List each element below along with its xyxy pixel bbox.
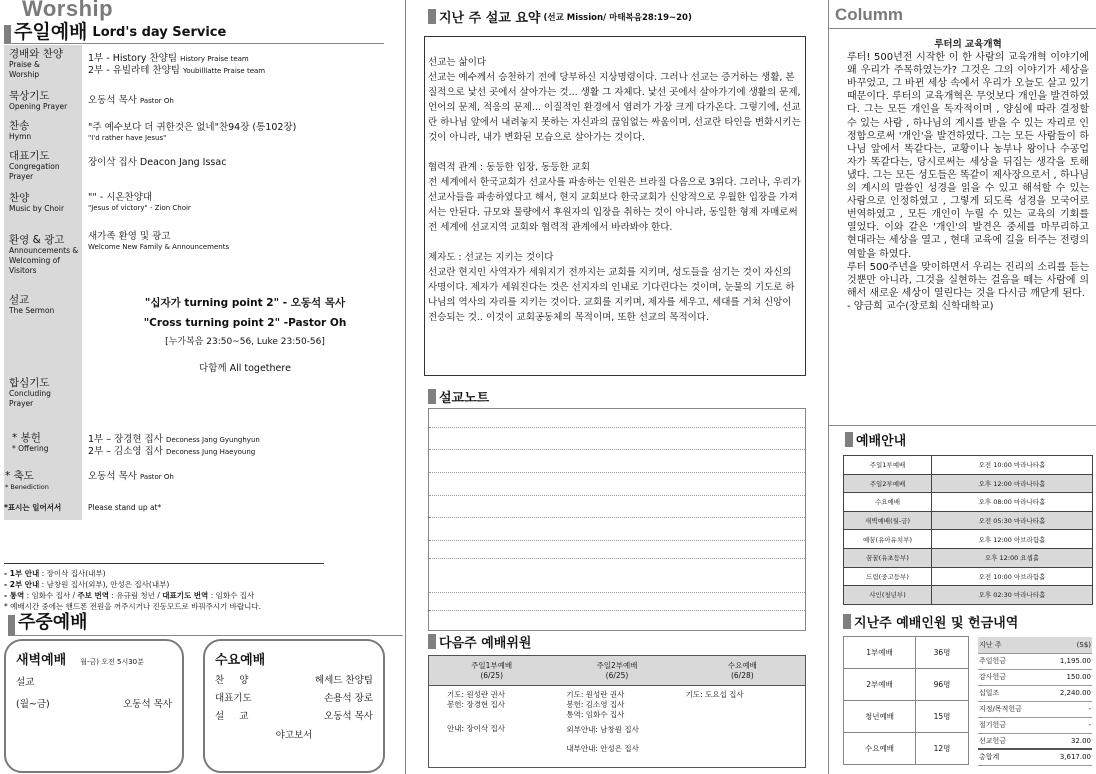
table-column: 기도: 도요섭 집사 bbox=[685, 690, 744, 699]
table-row: 절기헌금 - bbox=[978, 717, 1092, 733]
order-value-en: Welcome New Family & Announcements bbox=[88, 243, 230, 251]
order-label: 묵상기도 bbox=[9, 90, 50, 102]
title-bar-marker bbox=[428, 389, 436, 404]
title-bar-marker bbox=[428, 9, 436, 24]
info-column bbox=[828, 0, 1096, 774]
order-label-en: Announcements & Welcoming of Visitors bbox=[9, 246, 79, 275]
table-row: 선교헌금 32.00 bbox=[978, 733, 1092, 749]
summary-heading: 지난 주 설교 요약 (선교 Mission/ 마태복음28:19~20) bbox=[428, 7, 692, 26]
note-line bbox=[429, 449, 805, 450]
order-value: Please stand up at* bbox=[88, 503, 162, 512]
table-row: 예꿈(유아유치부) 오후 12:00 아브라함홀 bbox=[844, 530, 1093, 549]
sermon-scripture: [누가복음 23:50~56, Luke 23:50-56] bbox=[165, 337, 325, 347]
summary-paragraph: 협력적 관계 : 동등한 입장, 동등한 교회 전 세계에서 한국교회가 선교사를 파송하는 인원은 브라질 다음으로 3위다. 그러나, 우리가 선교사들을 파송하였다고 해서, 현지 교회보다 한국교회가 신앙적으로 우월한 입장을 가져서는 안된다. 규모와 물량에서 후원자의 입장을 취하는 것이 아니라, 동일한 형제 자매로써 전 세계에 선교지역 교회와 협력적 관계에서 바라봐야 한다. bbox=[428, 162, 801, 233]
summary-paragraph: 제자도 : 선교는 지키는 것이다 선교란 현지인 사역자가 세워지기 전까지는 교회를 지키며, 성도들을 섬기는 것이 자신의 사명이다. 제자가 세워진다는 것은 선지자의 인내로 기다린다는 것이며, 눈물의 기도로 하나님의 역사의 자리를 지키는 것이다. 교회를 지키며, 제자를 세우고, 세대를 거쳐 신앙이 전승되는 것.. 이것이 교회공동체의 목적이며, 또한 선교의 목적이다. bbox=[428, 252, 795, 323]
dawn-title: 새벽예배 월-금) 오전 5시30분 bbox=[16, 653, 144, 668]
order-label-en: Music by Choir bbox=[9, 204, 65, 213]
wednesday-title: 수요예배 bbox=[215, 653, 266, 668]
column-heading: Columm bbox=[835, 5, 903, 24]
table-row: 청년예배 15명 bbox=[844, 701, 969, 733]
schedule-table bbox=[843, 455, 1093, 605]
order-row-stand-note bbox=[4, 497, 402, 520]
sermon-column bbox=[405, 0, 825, 774]
summary-paragraph: 선교는 삶이다 선교는 예수께서 승천하기 전에 당부하신 지상명령이다. 그러나 선교는 증거하는 생활, 본질적으로 낯선 곳에서 살아가는 것... 생활 그 자체다. 낯선 곳에서 살아가기에 생활의 문제, 언어의 문제, 적응의 문제... 이질적인 환경에서 염려가 가장 크게 다가온다. 그렇기에, 선교란 하나님 앞에서 내려놓지 못하는 자신과의 끊임없는 싸움이며, 선교란 타인을 변화시키는 것이 아니라, 내가 변화된 모습으로 살아가는 것이다. bbox=[428, 57, 801, 143]
order-row-benediction: * 축도 * Benediction 오동석 목사 Pastor Oh bbox=[4, 467, 402, 497]
order-row-congregation-prayer bbox=[4, 147, 402, 189]
attendance-table bbox=[843, 636, 969, 765]
order-value: 2부 – 김소영 집사 bbox=[88, 446, 166, 457]
title-bar-marker bbox=[4, 25, 11, 43]
order-of-service bbox=[4, 45, 402, 520]
stats-heading: 지난주 예배인원 및 헌금내역 bbox=[843, 612, 1018, 631]
order-label: 합심기도 bbox=[9, 377, 50, 389]
note-line: * 예배시간 중에는 핸드폰 전원을 꺼주시거나 진동모드로 바꿔주시기 바랍니다. bbox=[4, 602, 262, 611]
note-line: - 통역 : 임화수 집사 / 주보 번역 : 유규림 청년 / 대표기도 번역 : 임화수 집사 bbox=[4, 591, 255, 600]
next-week-heading: 다음주 예배위원 bbox=[428, 632, 531, 651]
title-bar-marker bbox=[845, 432, 853, 447]
order-label: 설교 bbox=[9, 294, 30, 306]
article-body: 루터! 500년전 시작한 이 한 사람의 교육개혁 이야기에 왜 우리가 주목하였는가? 그것은 그의 이야기가 세상을 바꾸었고, 그 바뀐 세상 속에서 우리가 오늘도 살고 있기 때문이다. 루터의 교육개혁은 무엇보다 개인을 발견하였다. 그는 모든 개인을 독자적이며 , 양심에 따라 결정할 수 있는 사람 , 하나님의 계시를 받을 수 있는 자리로 인정함으로써 '개인'을 발견하였다. 그는 모든 사람들이 하나님 앞에서 똑같다는, 교황이나 농부나 왕이나 수공업자가 똑같다는, 당시로써는 세상을 뒤집는 생각을 토해냈다. 그는 모든 성도들은 똑같이 제사장으로서 , 하나님의 계시의 말씀인 성경을 읽을 수 있고 해석할 수 있는 사람으로 인정하였고 , 그렇게 되도록 성경을 모국어로 번역하였고 , 모든 개인이 누릴 수 있는 교육의 기회를 열었다. 이와 같은 '개인'의 발견은 중세를 마무리하고 현대라는 세상을 열고 , 현대 교육에 길을 터주는 전령의 역할을 하였다. bbox=[847, 52, 1089, 260]
note-line: - 2부 안내 : 남창원 집사(외부), 안성은 집사(내부) bbox=[4, 580, 170, 589]
divider bbox=[4, 563, 324, 564]
weekday-title: 주중예배 bbox=[8, 611, 403, 636]
table-row: 샤인(청년부) 오후 02:30 마라나타홀 bbox=[844, 586, 1093, 605]
note-line bbox=[429, 610, 805, 611]
table-row: 지정/목적헌금 - bbox=[978, 701, 1092, 717]
table-row: 1부예배 36명 bbox=[844, 637, 969, 669]
order-value: "" - 시온찬양대 bbox=[88, 192, 153, 203]
table-row: 수요예배 12명 bbox=[844, 733, 969, 765]
order-label-en: * Benediction bbox=[5, 483, 49, 491]
note-line bbox=[429, 472, 805, 473]
worship-watermark: Worship bbox=[22, 0, 114, 21]
order-value: 오동석 목사 bbox=[88, 471, 140, 482]
order-row-concluding-prayer bbox=[4, 363, 402, 429]
schedule-heading: 예배안내 bbox=[845, 430, 906, 449]
order-value: 1부 – 장경현 집사 bbox=[88, 434, 166, 445]
order-row-announcements bbox=[4, 231, 402, 291]
order-value: 새가족 환영 및 광고 bbox=[88, 231, 171, 242]
next-week-table bbox=[428, 655, 806, 768]
order-label-en: Praise & Worship bbox=[9, 60, 40, 79]
title-english: Lord's day Service bbox=[92, 25, 227, 40]
table-row: 십일조 2,240.00 bbox=[978, 685, 1092, 701]
order-value: 오동석 목사 bbox=[88, 95, 140, 106]
note-line bbox=[429, 592, 805, 593]
table-header: 주일2부예배 (6/25) bbox=[596, 661, 638, 680]
note-line bbox=[429, 427, 805, 428]
total-row: 총합계 3,617.00 bbox=[978, 749, 1092, 765]
table-header: 지난 주 (S$) bbox=[978, 637, 1092, 653]
note-heading: 설교노트 bbox=[428, 387, 489, 406]
order-value: 장이삭 집사 Deacon Jang Issac bbox=[88, 157, 227, 168]
title-bar-marker bbox=[843, 614, 851, 629]
order-row-opening-prayer: 묵상기도 Opening Prayer 오동석 목사 Pastor Oh bbox=[4, 87, 402, 117]
table-column: 기도: 원성란 권사 봉헌: 김소영 집사 통역: 임화수 집사 외부안내: 남창원 집사 내부안내: 안성은 집사 bbox=[566, 690, 639, 753]
order-label-en: Congregation Prayer bbox=[9, 162, 60, 181]
table-row: 2부예배 96명 bbox=[844, 669, 969, 701]
table-row: 주일2부예배 오후 12:00 마라나타홀 bbox=[844, 474, 1093, 493]
table-row: 주일헌금 1,195.00 bbox=[978, 653, 1092, 669]
order-value: 1부 - History 찬양팀 History Praise team bbox=[88, 53, 249, 64]
note-line bbox=[429, 495, 805, 496]
title-bar-marker bbox=[8, 615, 15, 635]
article-author: - 양금희 교수(장로회 신학대학교) bbox=[847, 300, 994, 312]
sermon-title-en: "Cross turning point 2" -Pastor Oh bbox=[143, 317, 347, 329]
order-label: 찬양 bbox=[9, 192, 30, 204]
service-notes bbox=[4, 568, 261, 612]
article-title: 루터의 교육개혁 bbox=[934, 39, 1002, 50]
table-row: 감사헌금 150.00 bbox=[978, 669, 1092, 685]
table-row: 새벽예배(월-금) 오전 05:30 마라나타홀 bbox=[844, 511, 1093, 530]
order-value-en: "I'd rather have Jesus" bbox=[88, 134, 167, 142]
title-korean: 주일예배 bbox=[14, 21, 88, 43]
wednesday-service-box: 수요예배 찬 양 헤세드 찬양팀 대표기도 손용석 장로 설 교 오동석 목사 야고보서 bbox=[203, 639, 385, 773]
sermon-summary bbox=[424, 36, 806, 376]
order-label-en: Opening Prayer bbox=[9, 102, 68, 111]
page-title bbox=[4, 20, 384, 44]
order-row-praise bbox=[4, 45, 402, 87]
order-row-sermon bbox=[4, 291, 402, 363]
table-row: 주일1부예배 오전 10:00 마라나타홀 bbox=[844, 456, 1093, 475]
order-label-en: Concluding Prayer bbox=[9, 389, 51, 408]
order-label: * 봉헌 bbox=[12, 432, 41, 444]
note-line bbox=[429, 558, 805, 559]
table-row: 꿈꿀(유초등부) 오후 12:00 요셉홀 bbox=[844, 548, 1093, 567]
order-label: 환영 & 광고 bbox=[9, 234, 65, 246]
table-header: 수요예배 (6/28) bbox=[727, 661, 757, 680]
note-line: - 1부 안내 : 장이삭 집사(내부) bbox=[4, 569, 106, 578]
order-label: 경배와 찬양 bbox=[9, 48, 64, 60]
order-label: *표시는 일어서서 bbox=[4, 503, 62, 512]
note-line bbox=[429, 517, 805, 518]
order-value: 2부 - 유빌라테 찬양팀 Youbilllatte Praise team bbox=[88, 65, 266, 76]
sermon-title-ko: "십자가 turning point 2" - 오동석 목사 bbox=[144, 297, 346, 309]
order-value: "주 예수보다 더 귀한것은 없네"찬94장 (통102장) bbox=[88, 122, 297, 133]
table-header: 주일1부예배 (6/25) bbox=[471, 661, 513, 680]
order-row-hymn bbox=[4, 117, 402, 147]
order-label: * 축도 bbox=[5, 470, 34, 482]
note-line bbox=[429, 540, 805, 541]
order-label: 대표기도 bbox=[9, 150, 50, 162]
order-label: 찬송 bbox=[9, 120, 30, 132]
title-bar-marker bbox=[428, 634, 436, 649]
order-label-en: Hymn bbox=[9, 132, 32, 141]
column-article bbox=[847, 38, 1089, 313]
order-row-offering: * 봉헌 * Offering 1부 – 장경현 집사 Deconess Jang Gyunghyun 2부 – 김소영 집사 Deconess Jung Haeyoung bbox=[4, 429, 402, 467]
order-label-en: * Offering bbox=[12, 444, 49, 453]
table-row: 드림(중고등부) 오전 10:00 아브라함홀 bbox=[844, 567, 1093, 586]
order-label-en: The Sermon bbox=[9, 306, 55, 315]
dawn-service-box: 새벽예배 월-금) 오전 5시30분 설교 (월~금) 오동석 목사 bbox=[4, 639, 184, 773]
order-value: 다함께 All togethere bbox=[199, 363, 291, 374]
article-body: 루터 500주년을 맞이하면서 우리는 진리의 소리를 듣는 것뿐만 아니라, 그것을 실현하는 걸음을 떼는 사람에 의해서 새로운 세상이 열린다는 것을 다시금 깨닫게 된다. bbox=[847, 261, 1089, 299]
worship-column bbox=[0, 0, 403, 774]
divider bbox=[829, 28, 1096, 29]
order-value-en: "Jesus of victory" - Zion Choir bbox=[88, 204, 191, 212]
order-row-choir bbox=[4, 189, 402, 231]
table-row: 수요예배 오후 08:00 마라나타홀 bbox=[844, 493, 1093, 512]
offering-table bbox=[978, 637, 1092, 766]
divider bbox=[829, 425, 1096, 426]
sermon-note-area[interactable] bbox=[428, 408, 806, 631]
table-column: 기도: 원성란 권사 봉헌: 장경현 집사 안내: 장이삭 집사 bbox=[447, 690, 506, 733]
